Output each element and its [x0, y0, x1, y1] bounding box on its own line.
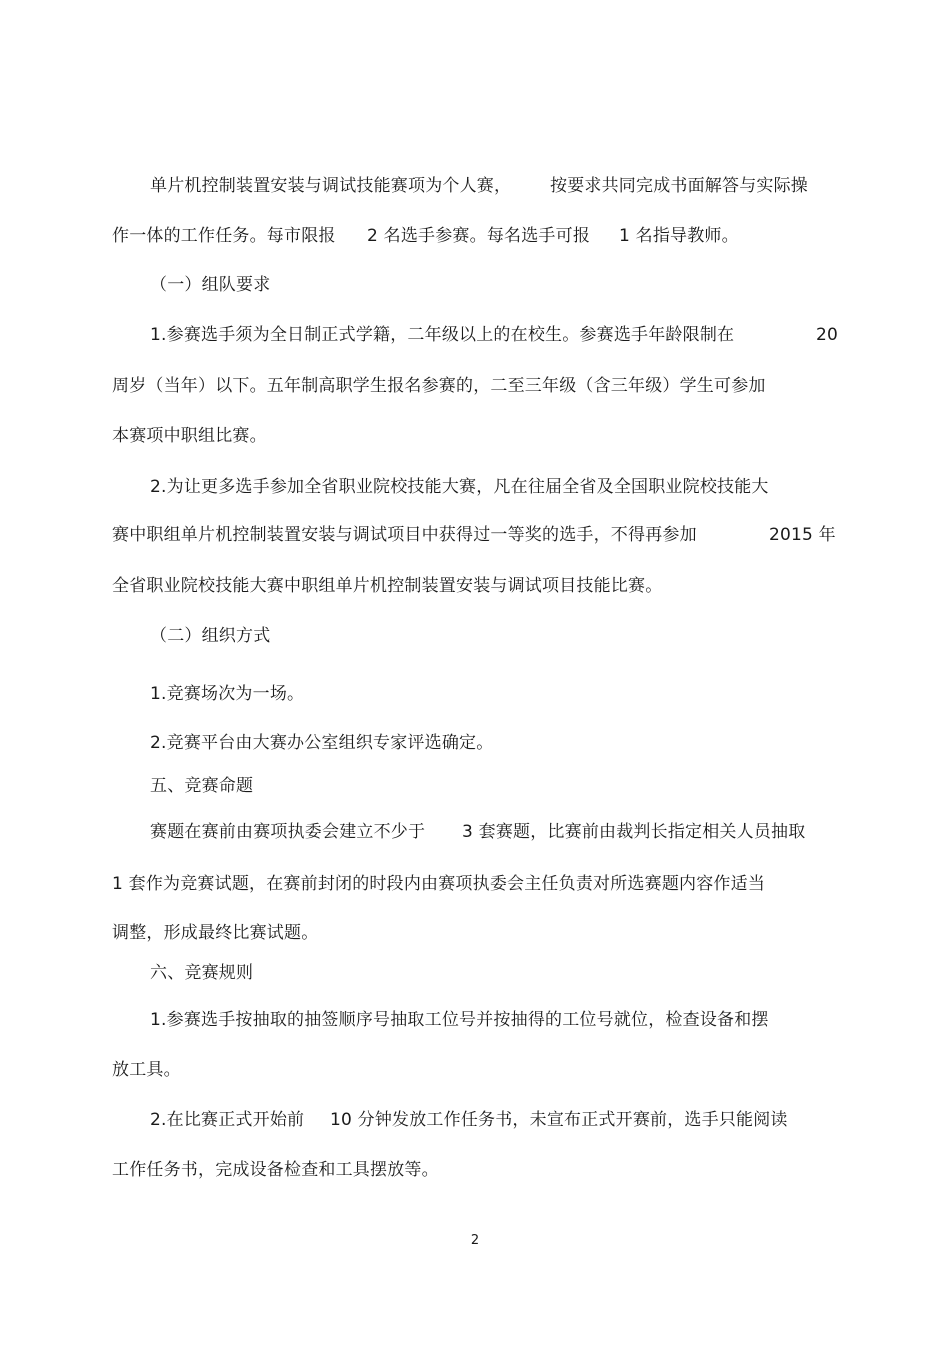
text-segment: 1.参赛选手须为全日制正式学籍，二年级以上的在校生。参赛选手年龄限制在 — [150, 325, 735, 345]
text-segment: 放工具。 — [112, 1060, 181, 1080]
text-segment: 2 名选手参赛。每名选手可报 — [367, 226, 591, 246]
text-segment: 作一体的工作任务。每市限报 — [112, 226, 336, 246]
text-segment: 周岁（当年）以下。五年制高职学生报名参赛的，二至三年级（含三年级）学生可参加 — [112, 376, 766, 396]
text-segment: 2.竞赛平台由大赛办公室组织专家评选确定。 — [150, 733, 494, 753]
text-segment: （二）组织方式 — [150, 626, 271, 646]
text-segment: 3 套赛题，比赛前由裁判长指定相关人员抽取 — [462, 822, 806, 842]
text-segment: 工作任务书，完成设备检查和工具摆放等。 — [112, 1160, 439, 1180]
text-segment: 1 套作为竞赛试题，在赛前封闭的时段内由赛项执委会主任负责对所选赛题内容作适当 — [112, 874, 766, 894]
text-segment: 1.参赛选手按抽取的抽签顺序号抽取工位号并按抽得的工位号就位，检查设备和摆 — [150, 1010, 769, 1030]
text-segment: 赛题在赛前由赛项执委会建立不少于 — [150, 822, 426, 842]
text-segment: 赛中职组单片机控制装置安装与调试项目中获得过一等奖的选手，不得再参加 — [112, 525, 697, 545]
text-segment: 按要求共同完成书面解答与实际操 — [550, 176, 808, 196]
text-segment: 本赛项中职组比赛。 — [112, 426, 267, 446]
text-segment: 2015 年 — [769, 525, 836, 545]
text-segment: 2.为让更多选手参加全省职业院校技能大赛，凡在往届全省及全国职业院校技能大 — [150, 477, 769, 497]
text-segment: 2.在比赛正式开始前 — [150, 1110, 305, 1130]
text-segment: 1.竞赛场次为一场。 — [150, 684, 305, 704]
text-segment: 单片机控制装置安装与调试技能赛项为个人赛， — [150, 176, 512, 196]
text-segment: 五、竞赛命题 — [150, 776, 254, 796]
page-number: 2 — [470, 1233, 480, 1248]
text-segment: （一）组队要求 — [150, 275, 271, 295]
text-segment: 10 分钟发放工作任务书，未宣布正式开赛前，选手只能阅读 — [330, 1110, 788, 1130]
text-segment: 调整，形成最终比赛试题。 — [112, 923, 319, 943]
text-segment: 1 名指导教师。 — [619, 226, 739, 246]
text-segment: 全省职业院校技能大赛中职组单片机控制装置安装与调试项目技能比赛。 — [112, 576, 663, 596]
text-segment: 20 — [816, 325, 839, 345]
text-segment: 六、竞赛规则 — [150, 963, 254, 983]
